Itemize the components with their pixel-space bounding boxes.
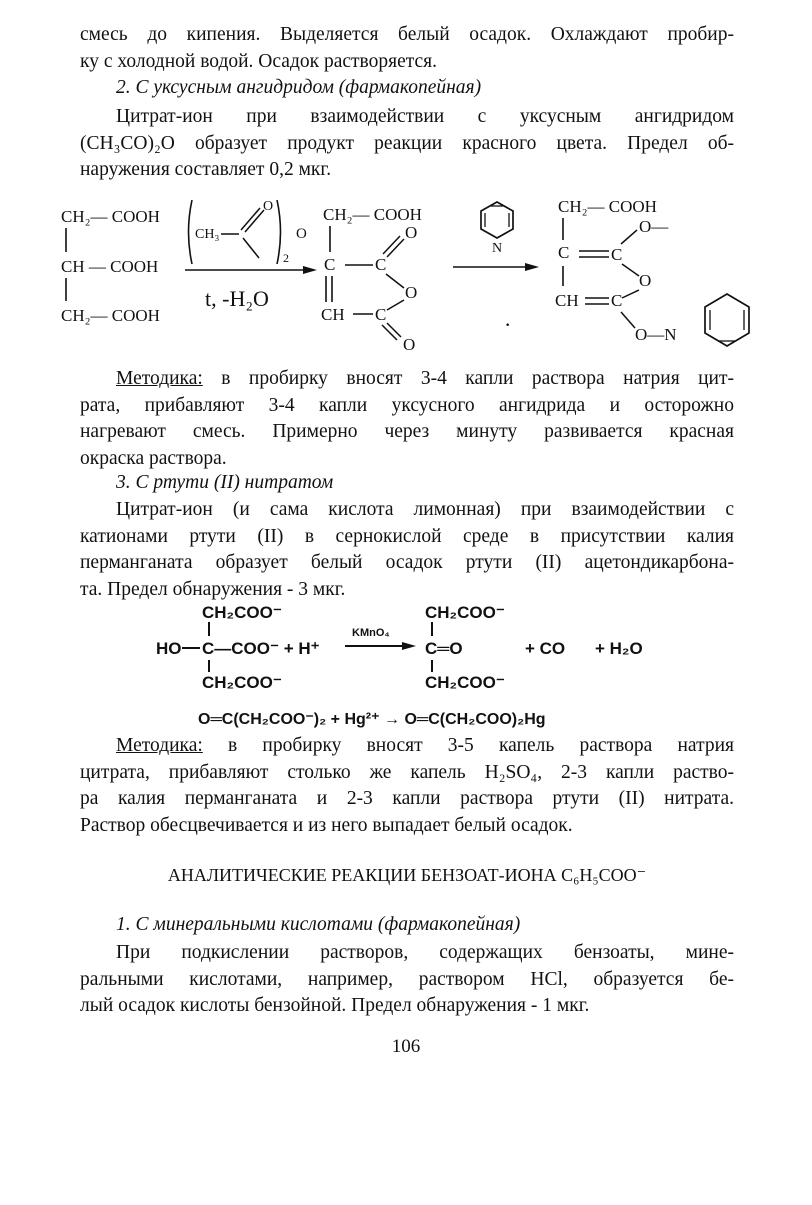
paragraph-text: в пробирку вносят 3-4 капли раствора натрия цит-	[202, 368, 734, 389]
paragraph-line: Раствор обесцвечивается и из него выпадает белый осадок.	[80, 814, 573, 836]
formula-text: C	[611, 245, 623, 264]
formula-text: CH₂— COOH	[61, 306, 160, 325]
section-title: АНАЛИТИЧЕСКИЕ РЕАКЦИИ БЕНЗОАТ-ИОНА C₆H₅COO⁻	[167, 865, 647, 885]
formula-text: C	[375, 255, 387, 274]
formula-text: CH₂COO⁻	[202, 673, 282, 692]
formula-text: O	[263, 199, 274, 214]
reagent-label: KMnO₄	[352, 627, 390, 639]
formula-text: CH₂— COOH	[61, 207, 160, 226]
formula-text: C—COO⁻ + H⁺	[202, 639, 320, 658]
reaction-scheme-mercury	[140, 598, 700, 734]
formula-text: CH₂COO⁻	[202, 603, 282, 622]
method-label: Методика:	[116, 735, 203, 756]
reaction-scheme-anhydride	[55, 188, 765, 360]
formula-text: O	[296, 226, 307, 242]
formula-text: O—	[639, 217, 669, 236]
formula-text: C	[375, 305, 387, 324]
formula-text: O—N	[635, 325, 677, 344]
paragraph-line: ку с холодной водой. Осадок растворяется.	[80, 50, 437, 72]
paragraph-line: ра калия перманганата и 2-3 капли раствора ртути (II) нитрата.	[80, 788, 734, 809]
formula-text: C	[611, 291, 623, 310]
formula-text: CH₃	[195, 227, 220, 242]
formula-text: O	[405, 223, 418, 242]
formula-text: CH₂— COOH	[558, 197, 657, 216]
formula-text: O	[403, 335, 416, 354]
formula-text: CH	[321, 305, 345, 324]
formula-text: N	[492, 241, 503, 256]
formula-text: + H₂O	[595, 639, 643, 658]
paragraph-line: ральными кислотами, например, раствором HCl, образуется бе-	[80, 968, 734, 990]
paragraph-line: рата, прибавляют 3-4 капли уксусного ангидрида и осторожно	[80, 394, 734, 416]
method-label: Методика:	[116, 368, 203, 389]
formula-text: CH — COOH	[61, 257, 159, 276]
paragraph-line: При подкислении растворов, содержащих бензоаты, мине-	[116, 942, 734, 963]
paragraph-line: (CH₃CO)₂O образует продукт реакции красного цвета. Предел об-	[80, 132, 734, 154]
formula-text: C	[324, 255, 336, 274]
formula-text: CH₂COO⁻	[425, 603, 505, 622]
formula-text: O	[405, 283, 418, 302]
paragraph-line: смесь до кипения. Выделяется белый осадок. Охлаждают пробир-	[80, 24, 734, 45]
paragraph-line: перманганата образует белый осадок ртути (II) ацетондикарбона-	[80, 552, 734, 573]
reaction-conditions: t, -H₂O	[205, 286, 269, 311]
paragraph-line: катионами ртути (II) в сернокислой среде в присутствии калия	[80, 525, 734, 547]
formula-text: C	[558, 243, 570, 262]
paragraph-line: Цитрат-ион при взаимодействии с уксусным ангидридом	[116, 106, 734, 127]
formula-text: + CO	[525, 639, 566, 658]
subheading: 2. С уксусным ангидридом (фармакопейная)	[116, 77, 482, 98]
formula-text: ·	[504, 312, 512, 337]
paragraph-line: лый осадок кислоты бензойной. Предел обнаружения - 1 мкг.	[80, 995, 590, 1016]
formula-text: O	[639, 271, 652, 290]
paragraph-line	[116, 366, 734, 393]
formula-text: CH₂— COOH	[323, 205, 422, 224]
formula-text: CH	[555, 291, 579, 310]
formula-text: C═O	[425, 639, 463, 658]
paragraph-line: наружения составляет 0,2 мкг.	[80, 159, 332, 180]
paragraph-line	[116, 733, 734, 760]
paragraph-text: в пробирку вносят 3-5 капель раствора натрия	[202, 735, 734, 756]
paragraph-line: Цитрат-ион (и сама кислота лимонная) при взаимодействии с	[116, 499, 734, 520]
subheading: 1. С минеральными кислотами (фармакопейная)	[116, 914, 521, 935]
paragraph-line: та. Предел обнаружения - 3 мкг.	[80, 578, 346, 600]
formula-text: HO	[156, 639, 182, 658]
paragraph-line: нагревают смесь. Примерно через минуту развивается красная	[80, 421, 734, 442]
paragraph-line: цитрата, прибавляют столько же капель H₂SO₄, 2-3 капли раство-	[80, 761, 734, 783]
paragraph-line: окраска раствора.	[80, 447, 227, 469]
formula-text: 2	[283, 251, 289, 265]
formula-text: O═C(CH₂COO⁻)₂ + Hg²⁺ → O═C(CH₂COO)₂Hg	[198, 711, 546, 728]
page-number: 106	[391, 1036, 421, 1057]
formula-text: CH₂COO⁻	[425, 673, 505, 692]
subheading: 3. С ртути (II) нитратом	[116, 472, 334, 493]
